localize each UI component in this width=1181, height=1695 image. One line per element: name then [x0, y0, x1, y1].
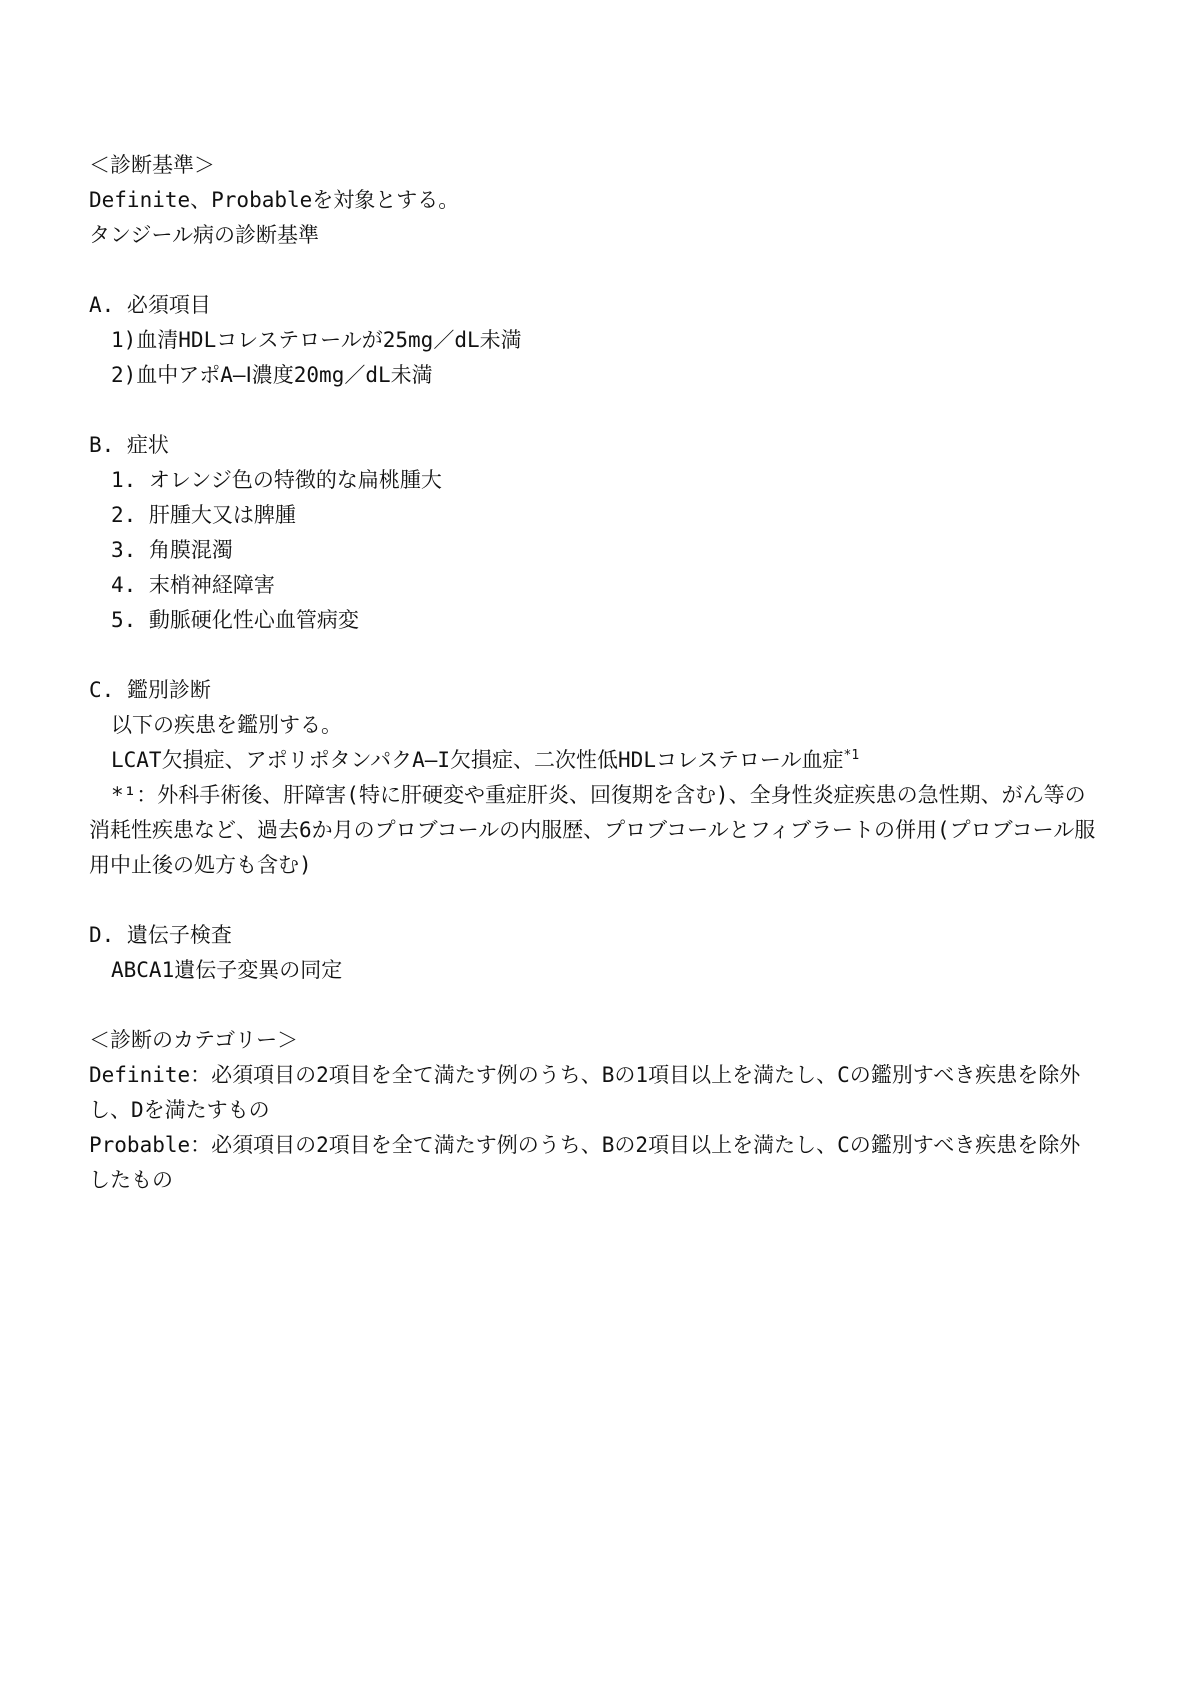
section-b-item-2: 2. 肝腫大又は脾腫	[111, 503, 296, 527]
intro-line-title: タンジール病の診断基準	[89, 223, 320, 247]
spacer	[89, 988, 1099, 1023]
section-b-item-5: 5. 動脈硬化性心血管病変	[111, 608, 359, 632]
section-b-title: B. 症状	[89, 433, 169, 457]
footnote-text: ：外科手術後、肝障害(特に肝硬変や重症肝炎、回復期を含む)、全身性炎症疾患の急性期、がん等の消耗性疾患など、過去6か月のプロブコールの内服歴、プロブコールとフィブラートの併用(プロブコール服用中止後の処方も含む)	[89, 783, 1096, 877]
spacer	[89, 393, 1099, 428]
section-c-line-2	[89, 743, 1099, 778]
spacer	[89, 883, 1099, 918]
section-d-line-1: ABCA1遺伝子変異の同定	[111, 958, 343, 982]
category-definite: Definite：必須項目の2項目を全て満たす例のうち、Bの1項目以上を満たし、Cの鑑別すべき疾患を除外し、Dを満たすもの	[89, 1063, 1081, 1122]
section-a-item-2: 2)血中アポA—Ⅰ濃度20mg／dL未満	[111, 363, 433, 387]
section-b-item-3: 3. 角膜混濁	[111, 538, 233, 562]
section-a-title: A. 必須項目	[89, 293, 211, 317]
criteria-heading: ＜診断基準＞	[89, 153, 215, 177]
section-d-title: D. 遺伝子検査	[89, 923, 232, 947]
footnote-reference: *1	[843, 748, 860, 763]
section-c-footnote	[89, 778, 1099, 883]
section-b-item-4: 4. 末梢神経障害	[111, 573, 275, 597]
spacer	[89, 638, 1099, 673]
section-c-line-1: 以下の疾患を鑑別する。	[111, 713, 342, 737]
section-c-line-2-text: LCAT欠損症、アポリポタンパクA—I欠損症、二次性低HDLコレステロール血症	[111, 748, 844, 772]
category-heading: ＜診断のカテゴリー＞	[89, 1028, 299, 1052]
section-a-item-1: 1)血清HDLコレステロールが25mg／dL未満	[111, 328, 522, 352]
footnote-mark: *¹	[111, 783, 137, 807]
section-c-title: C. 鑑別診断	[89, 678, 211, 702]
intro-line-target: Definite、Probableを対象とする。	[89, 188, 460, 212]
spacer	[89, 253, 1099, 288]
section-b-item-1: 1. オレンジ色の特徴的な扁桃腫大	[111, 468, 442, 492]
category-probable: Probable：必須項目の2項目を全て満たす例のうち、Bの2項目以上を満たし、Cの鑑別すべき疾患を除外したもの	[89, 1133, 1081, 1192]
document-page	[89, 148, 1099, 1198]
